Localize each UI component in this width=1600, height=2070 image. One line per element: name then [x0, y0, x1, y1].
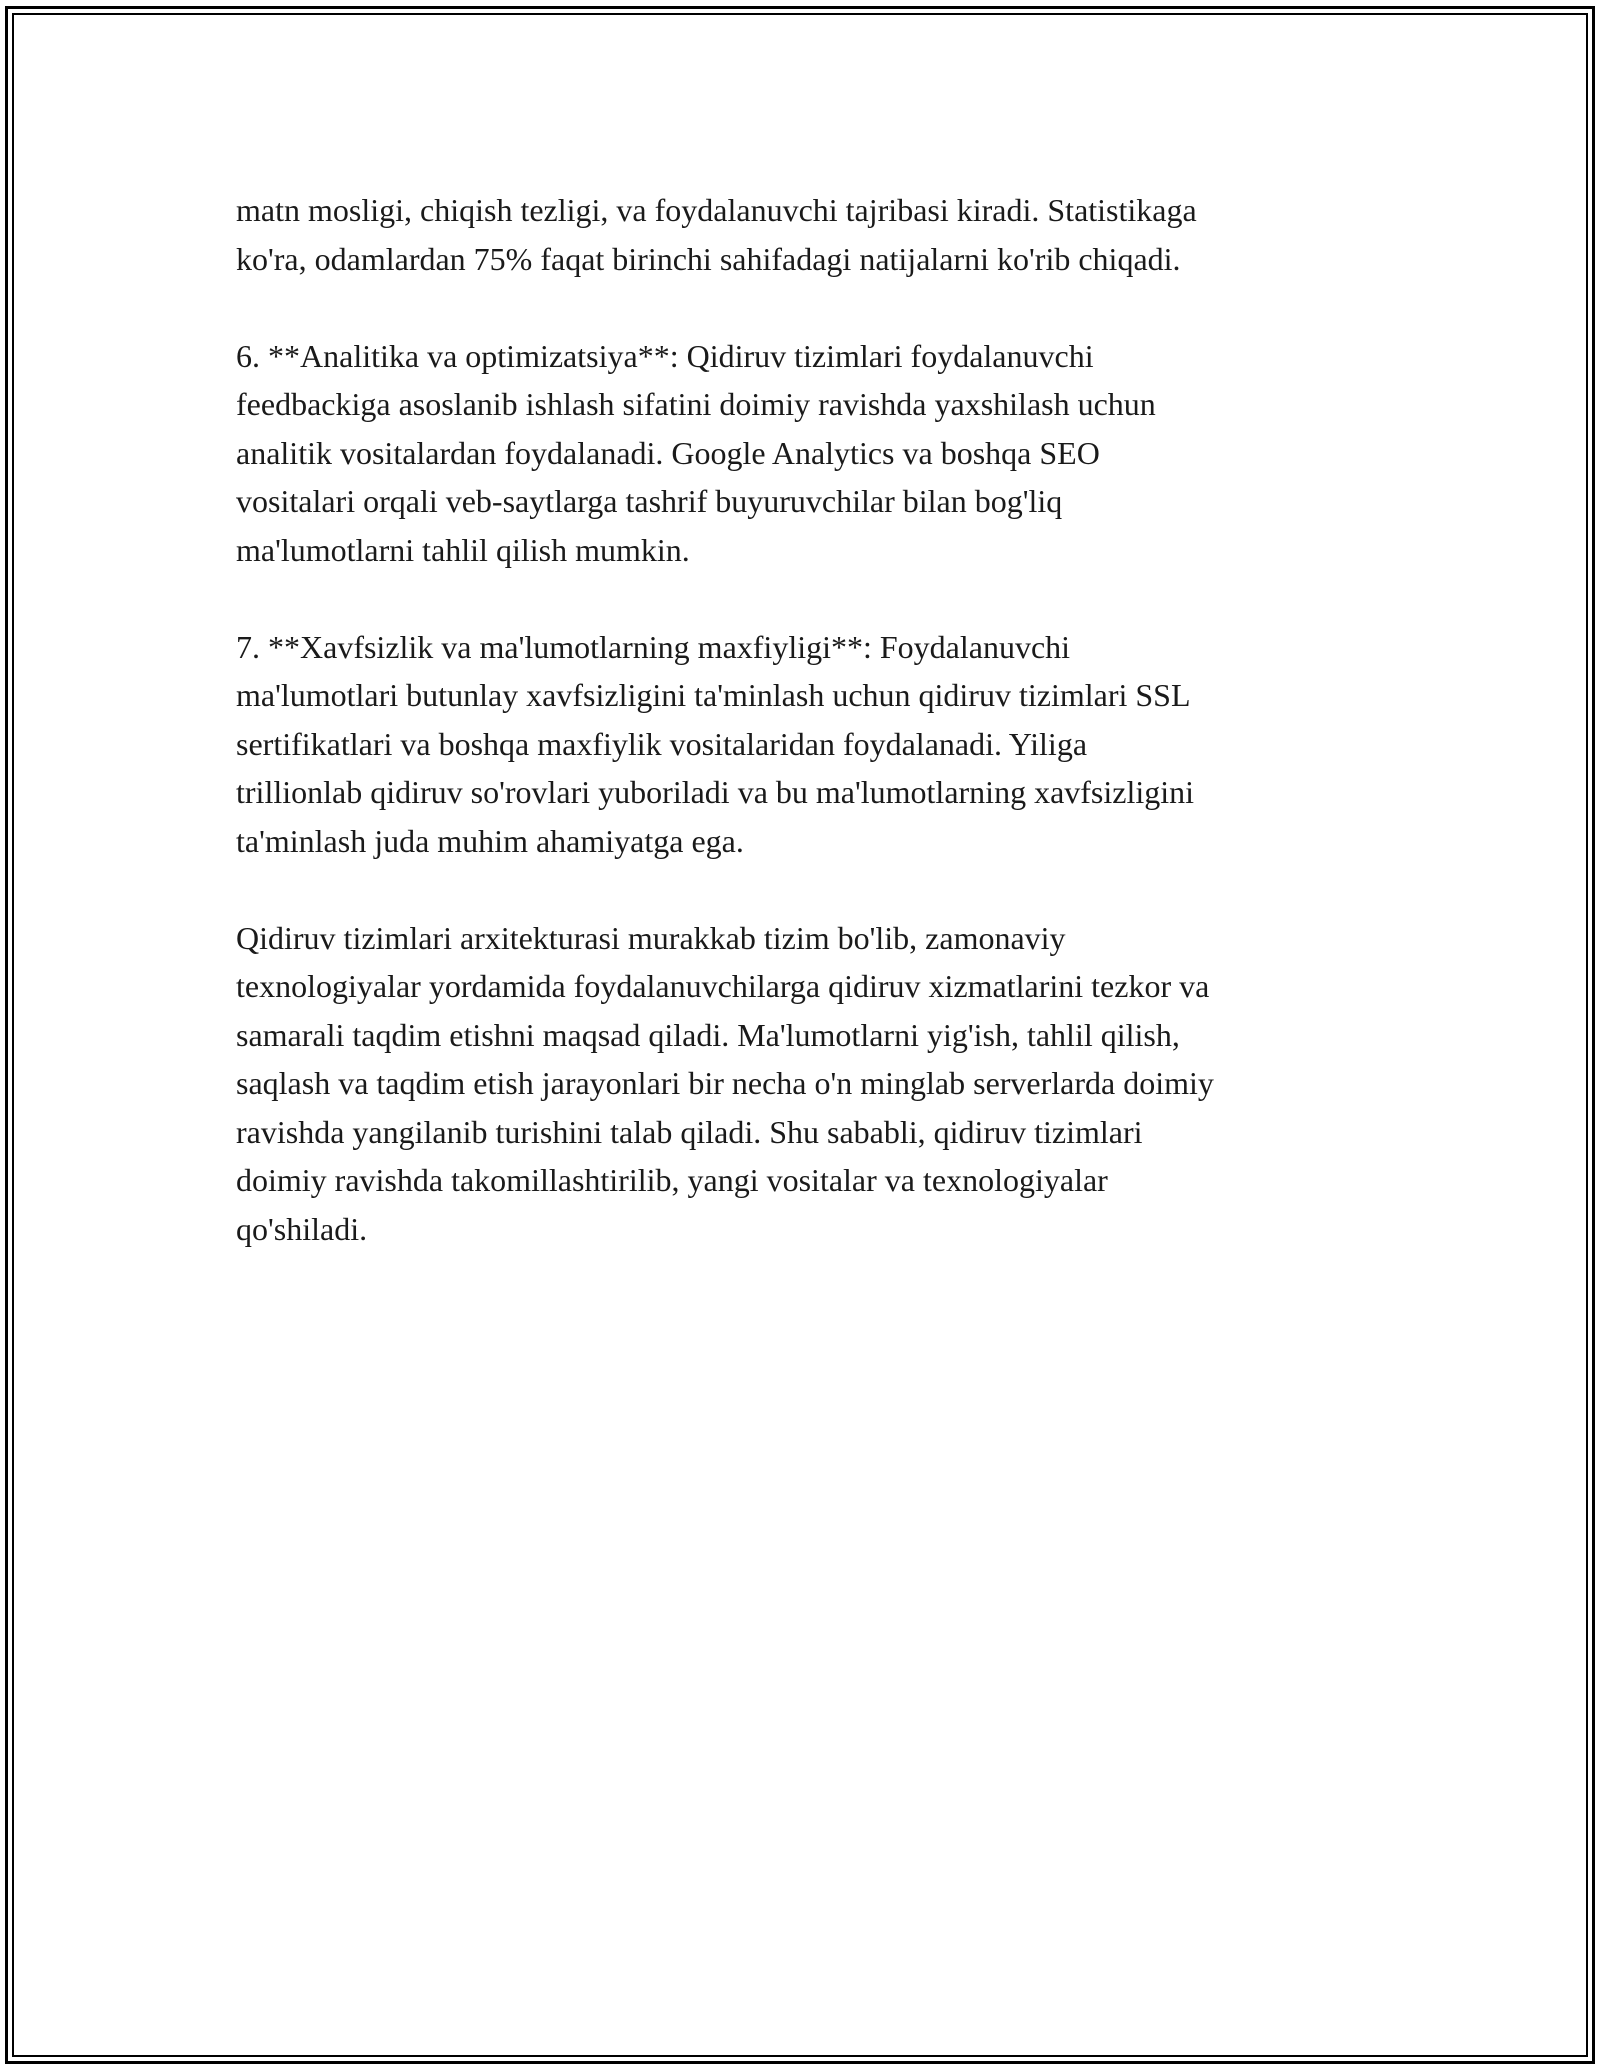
paragraph-continuation: matn mosligi, chiqish tezligi, va foydalanuvchi tajribasi kiradi. Statistikaga ko'ra, odamlardan 75% faqat birinchi sahifadagi natijalarni ko'rib chiqadi. — [236, 192, 1197, 277]
paragraph-analytics: 6. **Analitika va optimizatsiya**: Qidiruv tizimlari foydalanuvchi feedbackiga asoslanib ishlash sifatini doimiy ravishda yaxshilash uchun analitik vositalardan foydalanadi. Google Analytics va boshqa SEO vositalari orqali veb-saytlarga tashrif buyuruvchilar bilan bog'liq ma'lumotlarni tahlil qilish mumkin. — [236, 337, 1156, 568]
paragraph-security: 7. **Xavfsizlik va ma'lumotlarning maxfiyligi**: Foydalanuvchi ma'lumotlari butunlay xavfsizligini ta'minlash uchun qidiruv tizimlari SSL sertifikatlari va boshqa maxfiylik vositalaridan foydalanadi. Yiliga trillionlab qidiruv so'rovlari yuboriladi va bu ma'lumotlarning xavfsizligini ta'minlash juda muhim ahamiyatga ega. — [236, 628, 1195, 859]
document-body — [236, 186, 1376, 1302]
paragraph-conclusion: Qidiruv tizimlari arxitekturasi murakkab tizim bo'lib, zamonaviy texnologiyalar yordamida foydalanuvchilarga qidiruv xizmatlarini tezkor va samarali taqdim etishni maqsad qiladi. Ma'lumotlarni yig'ish, tahlil qilish, saqlash va taqdim etish jarayonlari bir necha o'n minglab serverlarda doimiy ravishda yangilanib turishini talab qiladi. Shu sababli, qidiruv tizimlari doimiy ravishda takomillashtirilib, yangi vositalar va texnologiyalar qo'shiladi. — [236, 919, 1214, 1247]
